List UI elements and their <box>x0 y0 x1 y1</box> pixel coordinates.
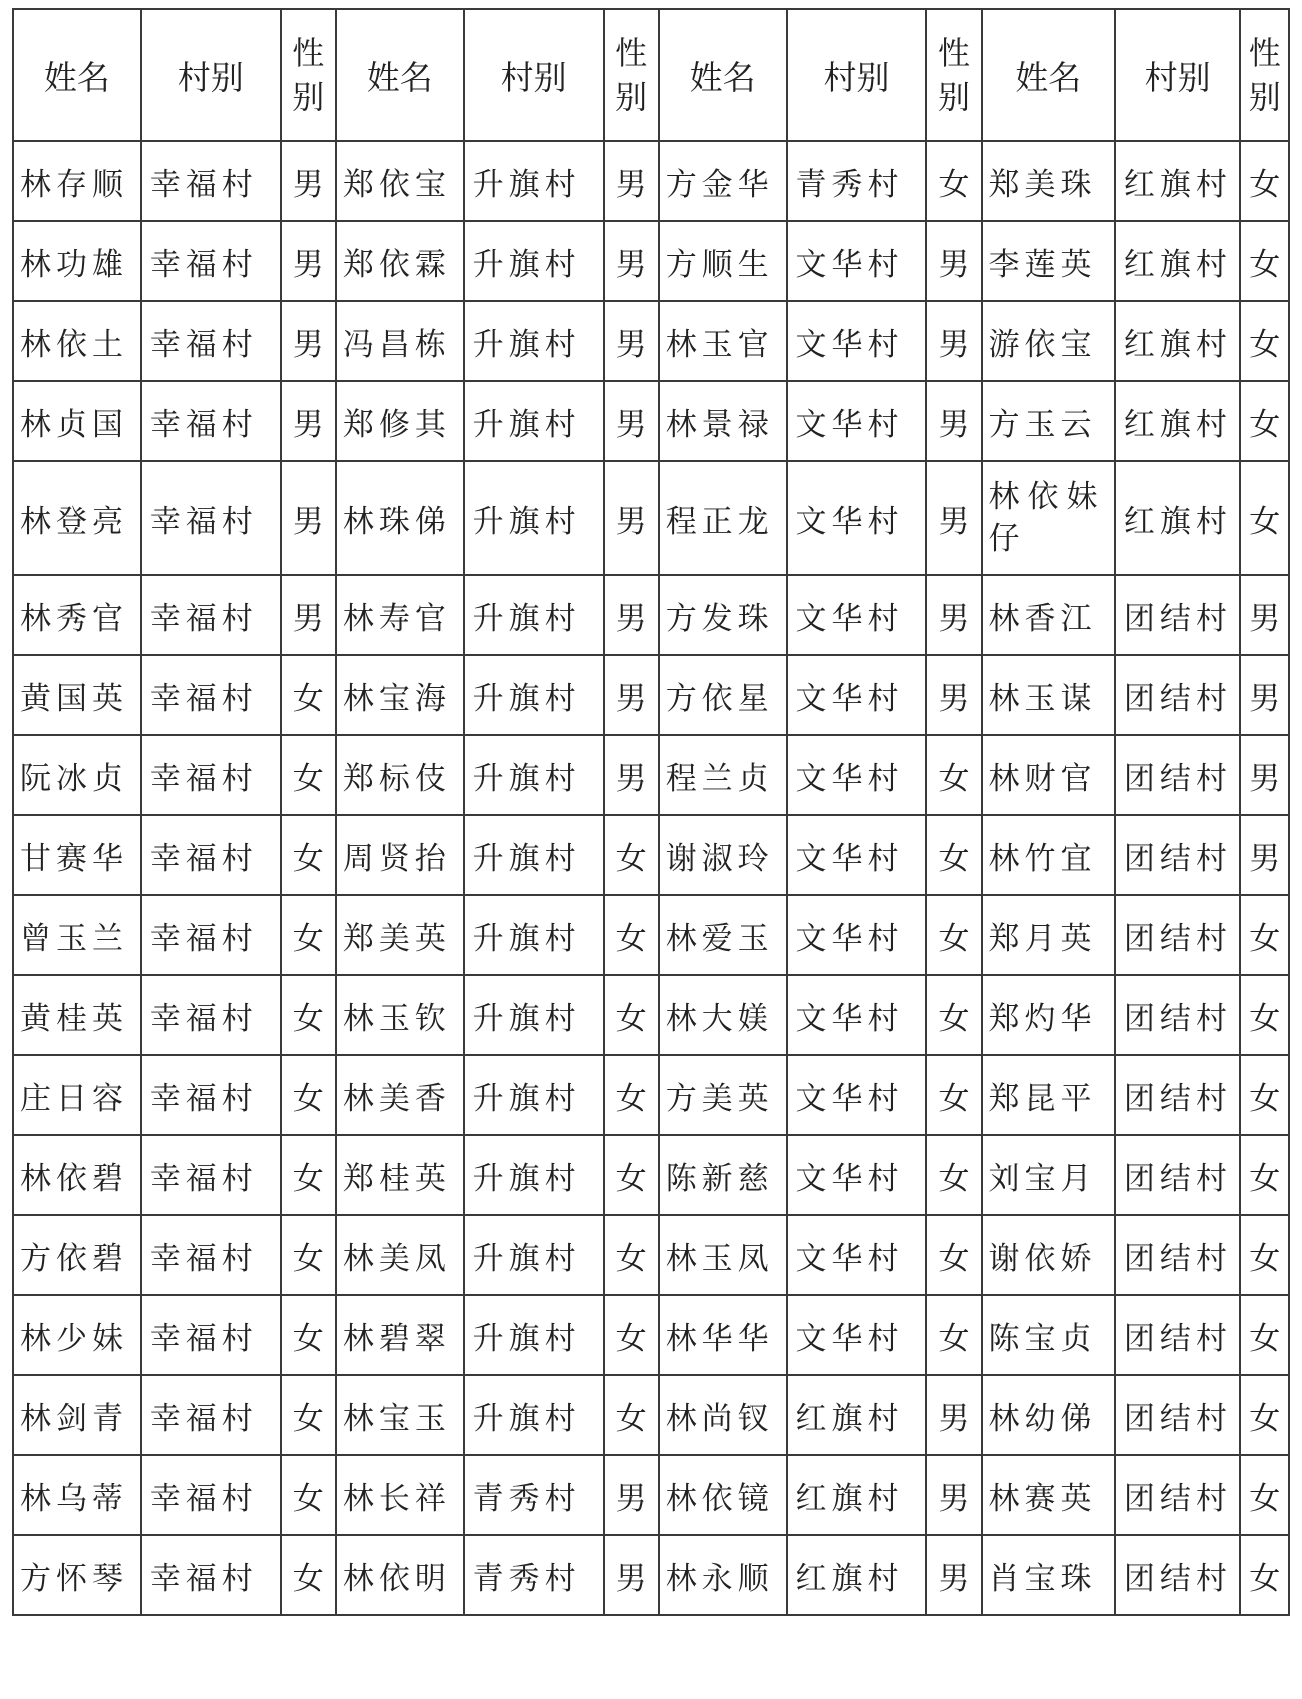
cell-village: 升旗村 <box>464 815 604 895</box>
cell-sex: 男 <box>604 735 659 815</box>
cell-village: 幸福村 <box>141 975 281 1055</box>
header-village: 村别 <box>464 9 604 141</box>
cell-name: 林依镜 <box>659 1455 787 1535</box>
cell-name: 郑依霖 <box>336 221 464 301</box>
header-sex <box>1240 9 1289 141</box>
cell-sex: 男 <box>281 141 336 221</box>
cell-name: 郑美英 <box>336 895 464 975</box>
cell-village: 升旗村 <box>464 1295 604 1375</box>
cell-village: 升旗村 <box>464 975 604 1055</box>
cell-name: 林功雄 <box>13 221 141 301</box>
cell-sex: 男 <box>926 381 981 461</box>
cell-sex: 女 <box>281 1535 336 1615</box>
cell-village: 红旗村 <box>787 1375 927 1455</box>
cell-sex: 女 <box>604 1135 659 1215</box>
cell-name: 林香江 <box>982 575 1115 655</box>
cell-sex: 男 <box>604 461 659 575</box>
cell-sex: 男 <box>281 381 336 461</box>
cell-name: 林华华 <box>659 1295 787 1375</box>
cell-name: 程正龙 <box>659 461 787 575</box>
cell-village: 幸福村 <box>141 1375 281 1455</box>
cell-sex: 女 <box>1240 221 1289 301</box>
cell-name: 林幼俤 <box>982 1375 1115 1455</box>
header-name: 姓名 <box>659 9 787 141</box>
cell-sex: 女 <box>926 975 981 1055</box>
cell-sex: 女 <box>604 1215 659 1295</box>
cell-name: 郑修其 <box>336 381 464 461</box>
cell-sex: 男 <box>926 1375 981 1455</box>
cell-sex: 男 <box>604 1535 659 1615</box>
cell-name: 郑桂英 <box>336 1135 464 1215</box>
cell-name: 林秀官 <box>13 575 141 655</box>
cell-sex: 男 <box>604 575 659 655</box>
cell-sex: 女 <box>1240 461 1289 575</box>
cell-name: 周贤抬 <box>336 815 464 895</box>
cell-name: 林碧翠 <box>336 1295 464 1375</box>
cell-name: 林竹宜 <box>982 815 1115 895</box>
cell-village: 升旗村 <box>464 301 604 381</box>
cell-sex: 男 <box>926 221 981 301</box>
cell-sex: 女 <box>1240 1135 1289 1215</box>
cell-name: 林景禄 <box>659 381 787 461</box>
cell-village: 红旗村 <box>1115 301 1241 381</box>
table-row <box>13 1375 1289 1455</box>
cell-village: 升旗村 <box>464 221 604 301</box>
cell-village: 文华村 <box>787 575 927 655</box>
cell-name: 林尚钗 <box>659 1375 787 1455</box>
cell-sex: 女 <box>1240 1535 1289 1615</box>
header-sex <box>281 9 336 141</box>
cell-name: 郑月英 <box>982 895 1115 975</box>
cell-sex: 女 <box>604 1375 659 1455</box>
cell-sex: 女 <box>281 975 336 1055</box>
cell-sex: 男 <box>926 1535 981 1615</box>
header-sex <box>926 9 981 141</box>
cell-village: 团结村 <box>1115 1375 1241 1455</box>
cell-name: 肖宝珠 <box>982 1535 1115 1615</box>
cell-name: 林赛英 <box>982 1455 1115 1535</box>
cell-village: 升旗村 <box>464 655 604 735</box>
header-sex-bottom: 别 <box>292 78 325 116</box>
cell-name: 刘宝月 <box>982 1135 1115 1215</box>
cell-village: 青秀村 <box>787 141 927 221</box>
cell-name: 谢淑玲 <box>659 815 787 895</box>
header-sex-bottom: 别 <box>615 78 648 116</box>
cell-name: 林依妹仔 <box>982 461 1115 575</box>
cell-name: 郑灼华 <box>982 975 1115 1055</box>
cell-sex: 女 <box>281 1055 336 1135</box>
cell-village: 幸福村 <box>141 1055 281 1135</box>
cell-name: 林贞国 <box>13 381 141 461</box>
cell-village: 文华村 <box>787 1055 927 1135</box>
cell-sex: 女 <box>281 735 336 815</box>
cell-village: 升旗村 <box>464 141 604 221</box>
header-sex-bottom: 别 <box>937 78 970 116</box>
roster-page <box>12 8 1290 1616</box>
cell-village: 团结村 <box>1115 1535 1241 1615</box>
cell-name: 林依土 <box>13 301 141 381</box>
cell-name: 林存顺 <box>13 141 141 221</box>
cell-village: 文华村 <box>787 655 927 735</box>
table-row <box>13 1055 1289 1135</box>
cell-name: 林依碧 <box>13 1135 141 1215</box>
cell-sex: 男 <box>1240 735 1289 815</box>
cell-village: 升旗村 <box>464 575 604 655</box>
table-row <box>13 655 1289 735</box>
cell-sex: 女 <box>926 141 981 221</box>
cell-village: 幸福村 <box>141 815 281 895</box>
header-sex-bottom: 别 <box>1248 78 1281 116</box>
cell-village: 团结村 <box>1115 1215 1241 1295</box>
cell-village: 文华村 <box>787 815 927 895</box>
table-row <box>13 735 1289 815</box>
cell-name: 郑昆平 <box>982 1055 1115 1135</box>
cell-sex: 女 <box>281 1135 336 1215</box>
cell-sex: 女 <box>604 975 659 1055</box>
cell-name: 陈新慈 <box>659 1135 787 1215</box>
cell-sex: 男 <box>926 301 981 381</box>
cell-sex: 女 <box>926 735 981 815</box>
header-name: 姓名 <box>13 9 141 141</box>
cell-sex: 男 <box>604 141 659 221</box>
cell-name: 林剑青 <box>13 1375 141 1455</box>
cell-name: 阮冰贞 <box>13 735 141 815</box>
cell-village: 升旗村 <box>464 1135 604 1215</box>
cell-sex: 女 <box>281 1375 336 1455</box>
cell-village: 红旗村 <box>1115 221 1241 301</box>
cell-sex: 女 <box>1240 1055 1289 1135</box>
cell-name: 李莲英 <box>982 221 1115 301</box>
cell-sex: 女 <box>1240 1215 1289 1295</box>
cell-sex: 男 <box>604 1455 659 1535</box>
cell-village: 幸福村 <box>141 655 281 735</box>
cell-sex: 男 <box>281 461 336 575</box>
header-name: 姓名 <box>982 9 1115 141</box>
cell-sex: 男 <box>926 461 981 575</box>
header-village: 村别 <box>141 9 281 141</box>
cell-name: 林宝海 <box>336 655 464 735</box>
cell-sex: 女 <box>1240 381 1289 461</box>
cell-sex: 女 <box>926 1295 981 1375</box>
cell-sex: 女 <box>604 815 659 895</box>
cell-sex: 女 <box>281 895 336 975</box>
cell-sex: 女 <box>926 1055 981 1135</box>
cell-sex: 女 <box>1240 1455 1289 1535</box>
cell-village: 文华村 <box>787 735 927 815</box>
cell-village: 团结村 <box>1115 975 1241 1055</box>
cell-village: 升旗村 <box>464 1375 604 1455</box>
cell-village: 升旗村 <box>464 735 604 815</box>
cell-name: 方金华 <box>659 141 787 221</box>
cell-name: 林珠俤 <box>336 461 464 575</box>
roster-table <box>12 8 1290 1616</box>
header-name: 姓名 <box>336 9 464 141</box>
cell-name: 黄桂英 <box>13 975 141 1055</box>
cell-village: 幸福村 <box>141 1135 281 1215</box>
cell-name: 林爱玉 <box>659 895 787 975</box>
header-sex <box>604 9 659 141</box>
cell-name: 冯昌栋 <box>336 301 464 381</box>
cell-sex: 女 <box>604 895 659 975</box>
cell-sex: 女 <box>281 1295 336 1375</box>
cell-sex: 女 <box>281 1215 336 1295</box>
cell-name: 郑依宝 <box>336 141 464 221</box>
cell-name: 林玉凤 <box>659 1215 787 1295</box>
cell-village: 红旗村 <box>787 1455 927 1535</box>
cell-name: 方顺生 <box>659 221 787 301</box>
cell-village: 文华村 <box>787 895 927 975</box>
cell-sex: 男 <box>604 301 659 381</box>
cell-village: 文华村 <box>787 381 927 461</box>
cell-name: 庄日容 <box>13 1055 141 1135</box>
table-row <box>13 1535 1289 1615</box>
cell-village: 红旗村 <box>1115 141 1241 221</box>
cell-sex: 女 <box>281 1455 336 1535</box>
cell-name: 方发珠 <box>659 575 787 655</box>
cell-village: 升旗村 <box>464 461 604 575</box>
cell-village: 团结村 <box>1115 1295 1241 1375</box>
cell-village: 升旗村 <box>464 1055 604 1135</box>
cell-name: 林乌蒂 <box>13 1455 141 1535</box>
cell-village: 团结村 <box>1115 575 1241 655</box>
header-village: 村别 <box>1115 9 1241 141</box>
cell-village: 团结村 <box>1115 895 1241 975</box>
table-row <box>13 221 1289 301</box>
cell-name: 方怀琴 <box>13 1535 141 1615</box>
cell-name: 林玉谋 <box>982 655 1115 735</box>
cell-name: 林永顺 <box>659 1535 787 1615</box>
cell-sex: 男 <box>926 575 981 655</box>
table-row <box>13 895 1289 975</box>
cell-name: 曾玉兰 <box>13 895 141 975</box>
cell-name: 陈宝贞 <box>982 1295 1115 1375</box>
cell-name: 林登亮 <box>13 461 141 575</box>
cell-village: 团结村 <box>1115 735 1241 815</box>
cell-village: 升旗村 <box>464 381 604 461</box>
cell-sex: 女 <box>1240 301 1289 381</box>
cell-sex: 男 <box>281 301 336 381</box>
cell-name: 林玉钦 <box>336 975 464 1055</box>
cell-sex: 女 <box>604 1055 659 1135</box>
table-row <box>13 575 1289 655</box>
table-row <box>13 815 1289 895</box>
header-sex-top: 性 <box>292 34 325 72</box>
table-row <box>13 461 1289 575</box>
cell-sex: 女 <box>1240 975 1289 1055</box>
cell-village: 升旗村 <box>464 1215 604 1295</box>
cell-village: 红旗村 <box>787 1535 927 1615</box>
cell-sex: 女 <box>1240 141 1289 221</box>
cell-village: 文华村 <box>787 221 927 301</box>
cell-village: 幸福村 <box>141 461 281 575</box>
cell-name: 林美凤 <box>336 1215 464 1295</box>
cell-village: 红旗村 <box>1115 381 1241 461</box>
cell-village: 幸福村 <box>141 381 281 461</box>
header-sex-top: 性 <box>1248 34 1281 72</box>
cell-sex: 女 <box>604 1295 659 1375</box>
roster-body <box>13 141 1289 1615</box>
cell-name: 程兰贞 <box>659 735 787 815</box>
cell-village: 文华村 <box>787 1135 927 1215</box>
cell-name: 郑标伎 <box>336 735 464 815</box>
cell-sex: 女 <box>281 655 336 735</box>
cell-village: 团结村 <box>1115 1455 1241 1535</box>
table-row <box>13 141 1289 221</box>
cell-village: 幸福村 <box>141 895 281 975</box>
cell-village: 团结村 <box>1115 1055 1241 1135</box>
cell-village: 文华村 <box>787 1215 927 1295</box>
cell-sex: 男 <box>926 655 981 735</box>
cell-village: 幸福村 <box>141 1215 281 1295</box>
table-row <box>13 1295 1289 1375</box>
cell-sex: 男 <box>281 575 336 655</box>
cell-sex: 女 <box>926 1135 981 1215</box>
cell-sex: 男 <box>1240 575 1289 655</box>
cell-village: 团结村 <box>1115 1135 1241 1215</box>
cell-village: 幸福村 <box>141 735 281 815</box>
cell-name: 郑美珠 <box>982 141 1115 221</box>
header-sex-top: 性 <box>615 34 648 72</box>
header-village: 村别 <box>787 9 927 141</box>
header-row <box>13 9 1289 141</box>
cell-name: 黄国英 <box>13 655 141 735</box>
cell-village: 幸福村 <box>141 1295 281 1375</box>
cell-village: 文华村 <box>787 975 927 1055</box>
cell-name: 甘赛华 <box>13 815 141 895</box>
cell-sex: 男 <box>604 655 659 735</box>
header-sex-top: 性 <box>937 34 970 72</box>
cell-village: 幸福村 <box>141 575 281 655</box>
cell-name: 林宝玉 <box>336 1375 464 1455</box>
cell-village: 幸福村 <box>141 301 281 381</box>
cell-name: 林依明 <box>336 1535 464 1615</box>
cell-sex: 男 <box>1240 655 1289 735</box>
cell-sex: 男 <box>281 221 336 301</box>
cell-sex: 男 <box>926 1455 981 1535</box>
cell-village: 幸福村 <box>141 1455 281 1535</box>
cell-name: 林美香 <box>336 1055 464 1135</box>
cell-sex: 女 <box>1240 1295 1289 1375</box>
cell-name: 林玉官 <box>659 301 787 381</box>
cell-village: 幸福村 <box>141 221 281 301</box>
cell-sex: 男 <box>604 221 659 301</box>
table-row <box>13 1215 1289 1295</box>
table-row <box>13 381 1289 461</box>
cell-name: 方依碧 <box>13 1215 141 1295</box>
cell-village: 幸福村 <box>141 1535 281 1615</box>
cell-name: 方美英 <box>659 1055 787 1135</box>
cell-name: 林长祥 <box>336 1455 464 1535</box>
cell-name: 方玉云 <box>982 381 1115 461</box>
table-row <box>13 1135 1289 1215</box>
cell-village: 幸福村 <box>141 141 281 221</box>
cell-village: 团结村 <box>1115 655 1241 735</box>
cell-sex: 男 <box>1240 815 1289 895</box>
cell-name: 林财官 <box>982 735 1115 815</box>
cell-village: 红旗村 <box>1115 461 1241 575</box>
table-row <box>13 1455 1289 1535</box>
cell-sex: 女 <box>926 895 981 975</box>
cell-name: 林少妹 <box>13 1295 141 1375</box>
cell-sex: 男 <box>604 381 659 461</box>
cell-village: 青秀村 <box>464 1455 604 1535</box>
cell-sex: 女 <box>281 815 336 895</box>
table-row <box>13 975 1289 1055</box>
cell-sex: 女 <box>1240 1375 1289 1455</box>
cell-name: 谢依娇 <box>982 1215 1115 1295</box>
table-row <box>13 301 1289 381</box>
cell-sex: 女 <box>1240 895 1289 975</box>
cell-name: 林寿官 <box>336 575 464 655</box>
cell-village: 团结村 <box>1115 815 1241 895</box>
cell-village: 文华村 <box>787 461 927 575</box>
cell-village: 文华村 <box>787 1295 927 1375</box>
cell-sex: 女 <box>926 1215 981 1295</box>
cell-sex: 女 <box>926 815 981 895</box>
cell-village: 青秀村 <box>464 1535 604 1615</box>
cell-name: 方依星 <box>659 655 787 735</box>
cell-name: 游依宝 <box>982 301 1115 381</box>
cell-village: 文华村 <box>787 301 927 381</box>
cell-village: 升旗村 <box>464 895 604 975</box>
cell-name: 林大媄 <box>659 975 787 1055</box>
